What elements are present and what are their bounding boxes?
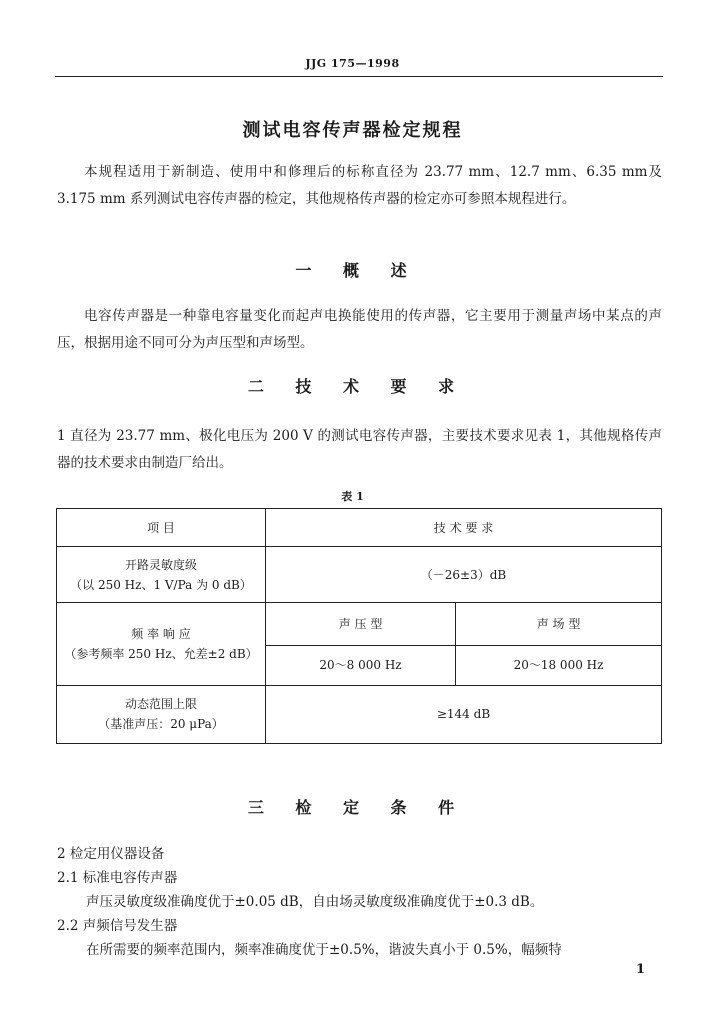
item-2-2-text: 在所需要的频率范围内，频率准确度优于±0.5%，谐波失真小于 0.5%，幅频特 bbox=[86, 942, 562, 958]
page-number: 1 bbox=[635, 962, 645, 977]
table-col-field-type: 声 场 型 bbox=[456, 603, 662, 645]
spec-table bbox=[56, 508, 662, 744]
table-row-dynamic-value: ≥144 dB bbox=[266, 685, 662, 743]
document-title: 测试电容传声器检定规程 bbox=[242, 120, 463, 141]
table-row-dynamic-label: 动态范围上限 （基准声压：20 μPa） bbox=[57, 685, 266, 743]
section-3-heading: 三 检 定 条 件 bbox=[247, 798, 458, 817]
section-1-heading: 一 概 述 bbox=[295, 261, 410, 280]
table-col-pressure-type: 声 压 型 bbox=[266, 603, 456, 645]
section-1-paragraph: 电容传声器是一种靠电容量变化而起声电换能使用的传声器，它主要用于测量声场中某点的声压，根据用途不同可分为声压型和声场型。 bbox=[57, 308, 662, 351]
header-rule bbox=[55, 76, 663, 77]
table-caption: 表 1 bbox=[341, 490, 364, 503]
table-row-sensitivity-label: 开路灵敏度级 （以 250 Hz、1 V/Pa 为 0 dB） bbox=[57, 547, 266, 603]
table-row-frequency-label: 频 率 响 应 （参考频率 250 Hz、允差±2 dB） bbox=[57, 603, 266, 685]
section-2-heading: 二 技 术 要 求 bbox=[247, 377, 458, 396]
intro-paragraph: 本规程适用于新制造、使用中和修理后的标称直径为 23.77 mm、12.7 mm、6.35 mm及 3.175 mm 系列测试电容传声器的检定，其他规格传声器的检定亦可参照本规程进行。 bbox=[57, 164, 662, 207]
item-2-1-text: 声压灵敏度级准确度优于±0.05 dB，自由场灵敏度级准确度优于±0.3 dB。 bbox=[86, 894, 544, 910]
document-code-header: JJG 175—1998 bbox=[305, 57, 400, 70]
item-2-2-heading: 2.2 声频信号发生器 bbox=[57, 918, 178, 934]
table-row-sensitivity-value: （－26±3）dB bbox=[266, 547, 662, 603]
table-field-range: 20～18 000 Hz bbox=[456, 645, 662, 685]
item-2-1-heading: 2.1 标准电容传声器 bbox=[57, 870, 178, 886]
table-pressure-range: 20～8 000 Hz bbox=[266, 645, 456, 685]
item-2-heading: 2 检定用仪器设备 bbox=[57, 846, 165, 862]
table-header-item: 项 目 bbox=[57, 509, 266, 547]
section-2-paragraph: 1 直径为 23.77 mm、极化电压为 200 V 的测试电容传声器，主要技术要求见表 1，其他规格传声器的技术要求由制造厂给出。 bbox=[57, 428, 662, 471]
table-header-requirement: 技 术 要 求 bbox=[266, 509, 662, 547]
